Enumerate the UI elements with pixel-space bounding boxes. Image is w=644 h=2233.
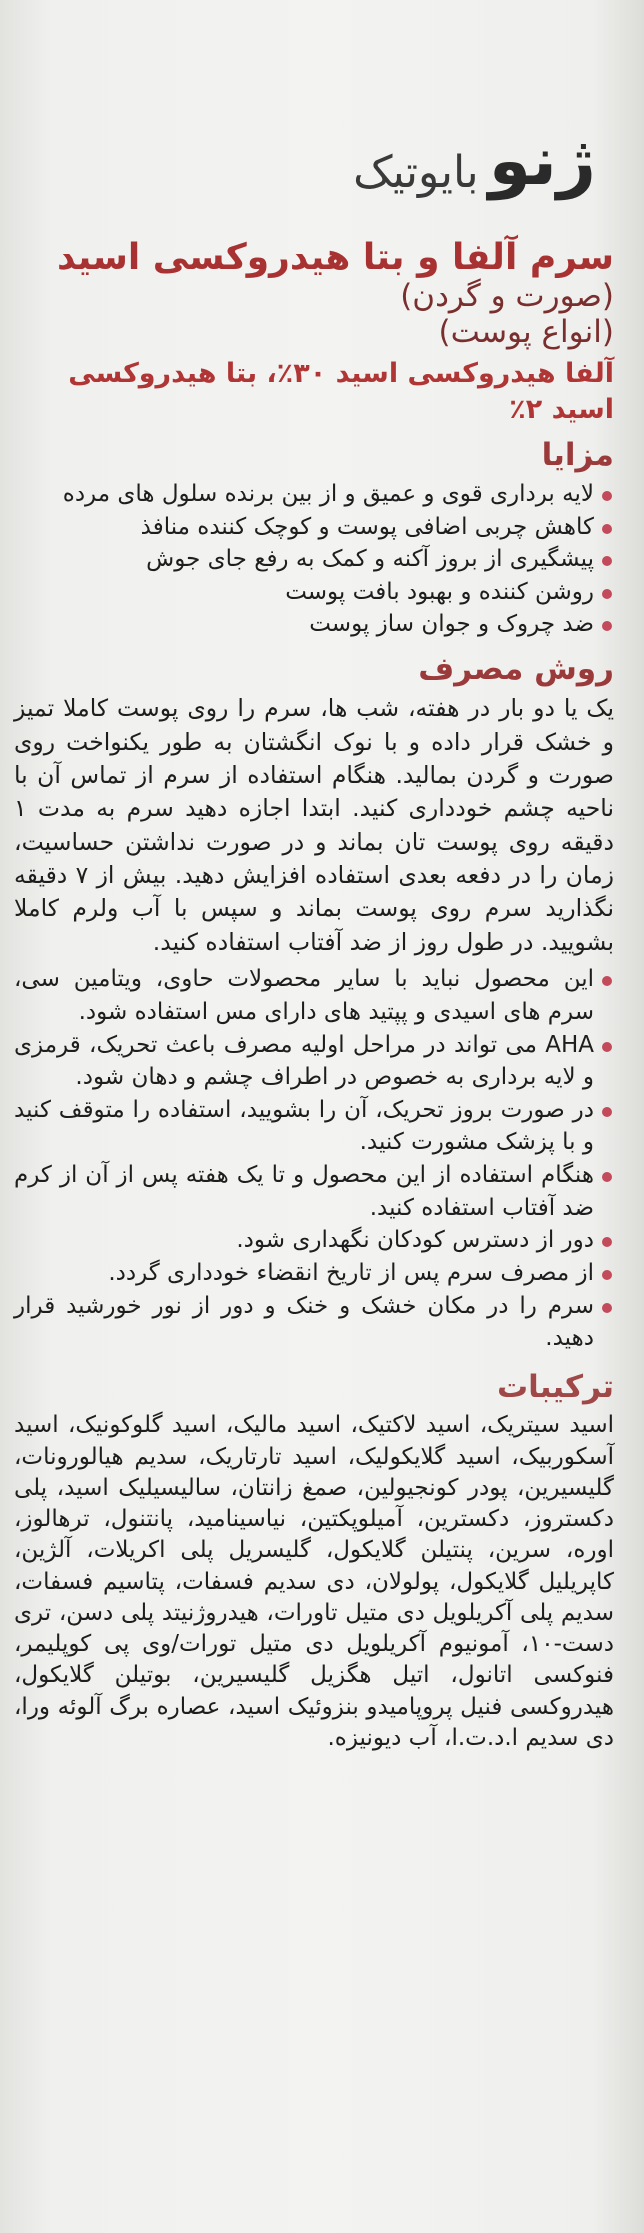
benefit-item: لایه برداری قوی و عمیق و از بین برنده سلول های مرده [14,478,614,511]
usage-item: AHA می تواند در مراحل اولیه مصرف باعث تحریک، قرمزی و لایه برداری به خصوص در اطراف چشم و دهان شود. [14,1029,614,1094]
bullet-dot-icon [602,976,612,986]
bullet-dot-icon [602,621,612,631]
benefit-item: پیشگیری از بروز آکنه و کمک به رفع جای جوش [14,543,614,576]
brand-tagline: بایوتیک [353,146,479,198]
benefit-item: روشن کننده و بهبود بافت پوست [14,576,614,609]
bullet-dot-icon [602,1107,612,1117]
usage-item: از مصرف سرم پس از تاریخ انقضاء خودداری گردد. [14,1257,614,1290]
text-body [14,236,614,1754]
usage-instructions: یک یا دو بار در هفته، شب ها، سرم را روی پوست کاملا تمیز و خشک قرار داده و با نوک انگشتان به طور یکنواخت روی صورت و گردن بمالید. هنگام استفاده از سرم از تماس آن با ناحیه چشم خودداری کنید. ابتدا اجازه دهید سرم به مدت ۱ دقیقه روی پوست تان بماند و در صورت نداشتن حساسیت، زمان را در دفعه بعدی استفاده افزایش دهید. بیش از ۷ دقیقه نگذارید سرم روی پوست بماند و سپس با آب ولرم کاملا بشویید. در طول روز از ضد آفتاب استفاده کنید. [14,694,615,956]
bullet-dot-icon [602,1042,612,1052]
usage-heading: روش مصرف [418,651,614,688]
bullet-dot-icon [602,1172,612,1182]
bullet-dot-icon [602,1303,612,1313]
usage-item: این محصول نباید با سایر محصولات حاوی، ویتامین سی، سرم های اسیدی و پپتید های دارای مس استفاده شود. [14,963,614,1028]
bullet-dot-icon [602,1237,612,1247]
usage-warnings-list [14,963,614,1355]
brand-logo [353,122,596,201]
bullet-dot-icon [602,1270,612,1280]
active-ingredients: آلفا هیدروکسی اسید ۳۰٪، بتا هیدروکسی اسید ۲٪ [68,358,614,425]
usage-item: سرم را در مکان خشک و خنک و دور از نور خورشید قرار دهید. [14,1290,614,1355]
bullet-dot-icon [602,589,612,599]
brand-name: ژنو [488,122,596,201]
ingredients-list: اسید سیتریک، اسید لاکتیک، اسید مالیک، اسید گلوکونیک، اسید آسکوربیک، اسید گلایکولیک، اسید تارتاریک، سدیم هیالورونات، گلیسیرین، پودر کونجیولین، صمغ زانتان، سالیسیلیک اسید، پلی دکستروز، دکسترین، آمیلوپکتین، نیاسینامید، پانتنول، ترهالوز، اوره، سرین، پنتیلن گلایکول، گلیسریل پلی اکریلات، آلژین، کاپریلیل گلایکول، پولولان، دی سدیم فسفات، پتاسیم فسفات، سدیم پلی آکریلویل دی متیل تاورات، هیدروژنیتد پلی دسن، تری دست-۱۰، آمونیوم آکریلویل دی متیل تورات/وی پی کوپلیمر، فنوکسی اتانول، اتیل هگزیل گلیسیرین، بوتیلن گلایکول، هیدروکسی فنیل پروپامیدو بنزوئیک اسید، عصاره برگ آلوئه ورا، دی سدیم ا.د.ت.ا، آب دیونیزه. [14,1412,614,1751]
product-title: سرم آلفا و بتا هیدروکسی اسید [56,237,614,278]
benefits-list [14,478,614,641]
bullet-dot-icon [602,556,612,566]
benefits-heading: مزایا [541,436,614,473]
bullet-dot-icon [602,491,612,501]
product-subtitle-face-neck: (صورت و گردن) [400,278,614,315]
usage-item: در صورت بروز تحریک، آن را بشویید، استفاده را متوقف کنید و با پزشک مشورت کنید. [14,1094,614,1159]
ingredients-heading: ترکیبات [496,1369,614,1406]
bullet-dot-icon [602,524,612,534]
product-subtitle-skin-type: (انواع پوست) [438,313,614,350]
benefit-item: کاهش چربی اضافی پوست و کوچک کننده منافذ [14,511,614,544]
usage-item: هنگام استفاده از این محصول و تا یک هفته پس از آن از کرم ضد آفتاب استفاده کنید. [14,1159,614,1224]
usage-item: دور از دسترس کودکان نگهداری شود. [14,1224,614,1257]
benefit-item: ضد چروک و جوان ساز پوست [14,608,614,641]
